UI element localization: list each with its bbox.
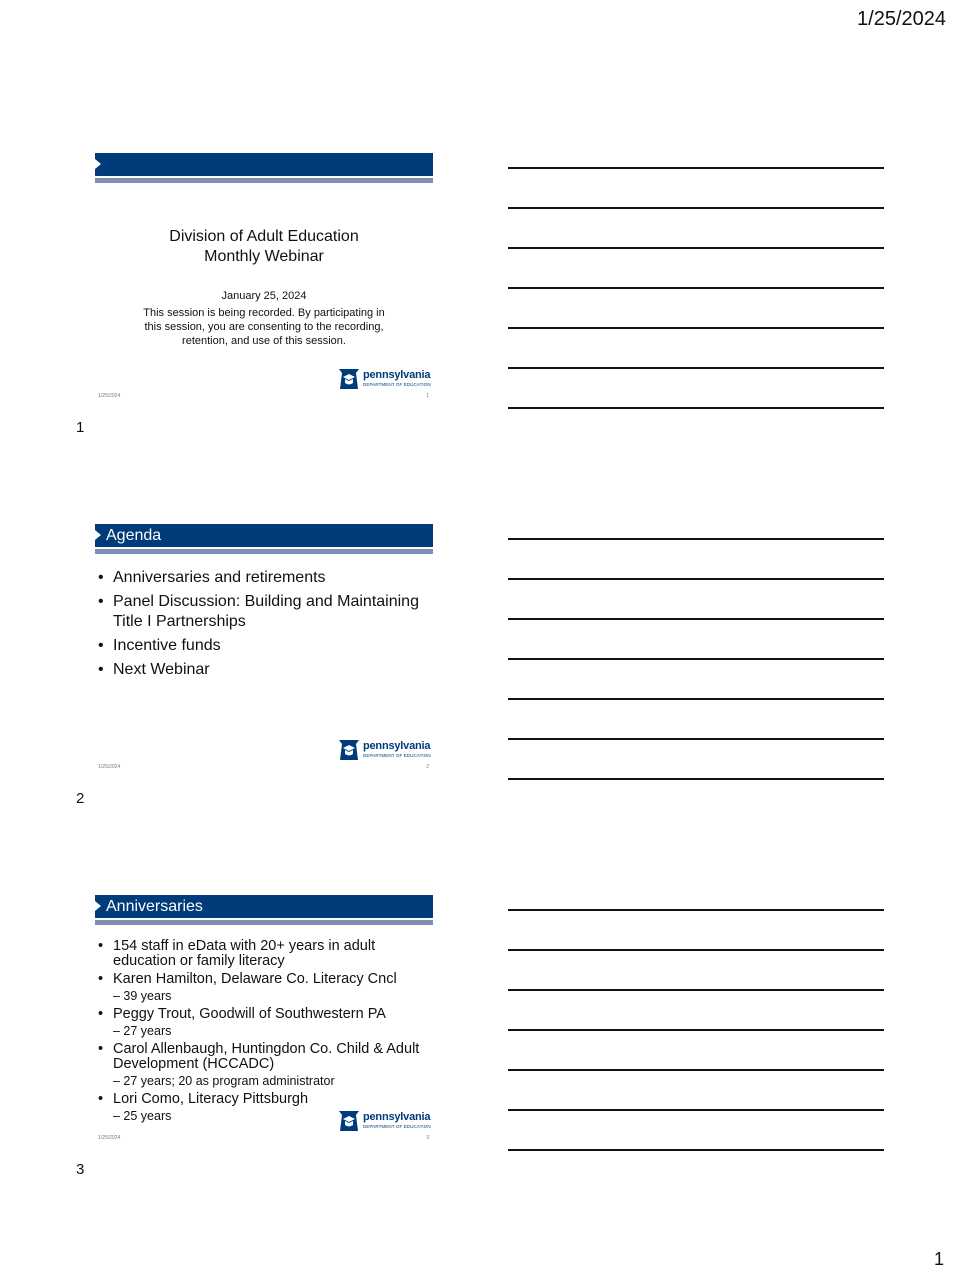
title-underbar [95, 178, 433, 183]
page-number: 1 [933, 1249, 944, 1269]
list-subitem: – 39 years [113, 989, 172, 1003]
list-item-text: • Carol Allenbaugh, Huntingdon Co. Child & Adult Development (HCCADC) [113, 1041, 420, 1072]
list-item [98, 972, 433, 987]
logo-wordmark: pennsylvania [363, 369, 431, 381]
arrow-right-icon [95, 159, 101, 169]
slide-1 [95, 153, 433, 403]
note-line [508, 287, 884, 289]
session-date: January 25, 2024 [221, 290, 307, 302]
title-underbar [95, 549, 433, 554]
slide-number: 3 [76, 1161, 85, 1178]
heading-line-1: Division of Adult Education [169, 228, 359, 245]
slide-footer-number: 3 [426, 1135, 429, 1141]
note-line [508, 949, 884, 951]
list-item [98, 1007, 433, 1022]
list-item-text: • Karen Hamilton, Delaware Co. Literacy Cncl [113, 971, 397, 987]
pa-education-logo [337, 367, 433, 391]
arrow-right-icon [95, 530, 101, 540]
list-item [98, 939, 433, 969]
title-underbar [95, 920, 433, 925]
slide-footer-number: 2 [426, 764, 429, 770]
note-line [508, 167, 884, 169]
note-line [508, 407, 884, 409]
list-item [98, 1092, 433, 1107]
list-item: • Panel Discussion: Building and Maintaining Title I Partnerships [98, 592, 433, 632]
list-item-text: • Peggy Trout, Goodwill of Southwestern PA [113, 1006, 386, 1022]
slide-footer-date: 1/25/2024 [98, 1135, 121, 1141]
slide-title-bar [95, 895, 433, 918]
slide-2 [95, 524, 433, 774]
note-line [508, 698, 884, 700]
slide-footer-number: 1 [426, 393, 429, 399]
note-line [508, 367, 884, 369]
keystone-seal-icon [337, 738, 361, 762]
logo-wordmark: pennsylvania [363, 740, 431, 752]
note-line [508, 1069, 884, 1071]
list-item-text: • 154 staff in eData with 20+ years in adult education or family literacy [113, 938, 376, 969]
note-line [508, 1149, 884, 1151]
note-line [508, 1109, 884, 1111]
slide-footer-date: 1/25/2024 [98, 764, 121, 770]
note-line [508, 778, 884, 780]
pa-education-logo [337, 1109, 433, 1133]
slide-footer-date: 1/25/2024 [98, 393, 121, 399]
recording-notice: This session is being recorded. By participating in this session, you are consenting to the recording, retention, and use of this session. [143, 307, 385, 347]
arrow-right-icon [95, 901, 101, 911]
slide-title: Anniversaries [106, 898, 203, 915]
note-line [508, 538, 884, 540]
note-line [508, 909, 884, 911]
keystone-seal-icon [337, 1109, 361, 1133]
list-item [98, 1042, 433, 1072]
note-line [508, 658, 884, 660]
note-line [508, 618, 884, 620]
logo-wordmark: pennsylvania [363, 1111, 431, 1123]
slide-number: 1 [76, 419, 85, 436]
heading-line-2: Monthly Webinar [204, 248, 324, 265]
keystone-seal-icon [337, 367, 361, 391]
slide-title-bar [95, 153, 433, 176]
logo-subtitle: DEPARTMENT OF EDUCATION [363, 382, 431, 387]
note-line [508, 247, 884, 249]
slide-heading [95, 227, 433, 267]
note-line [508, 207, 884, 209]
pa-education-logo [337, 738, 433, 762]
logo-subtitle: DEPARTMENT OF EDUCATION [363, 1124, 431, 1129]
list-item: • Next Webinar [98, 660, 433, 680]
note-line [508, 738, 884, 740]
list-item-text: • Lori Como, Literacy Pittsburgh [113, 1091, 309, 1107]
anniversaries-list [98, 936, 433, 1124]
list-item: • Incentive funds [98, 636, 433, 656]
logo-subtitle: DEPARTMENT OF EDUCATION [363, 753, 431, 758]
list-subitem: – 27 years; 20 as program administrator [113, 1074, 335, 1088]
slide-title: Agenda [106, 527, 162, 544]
agenda-list [98, 568, 433, 684]
list-subitem: – 25 years [113, 1109, 172, 1123]
list-subitem: – 27 years [113, 1024, 172, 1038]
page-date: 1/25/2024 [857, 8, 946, 30]
note-line [508, 989, 884, 991]
slide-3 [95, 895, 433, 1145]
note-line [508, 1029, 884, 1031]
list-item: • Anniversaries and retirements [98, 568, 433, 588]
note-line [508, 327, 884, 329]
note-line [508, 578, 884, 580]
slide-number: 2 [76, 790, 85, 807]
slide-title-bar [95, 524, 433, 547]
